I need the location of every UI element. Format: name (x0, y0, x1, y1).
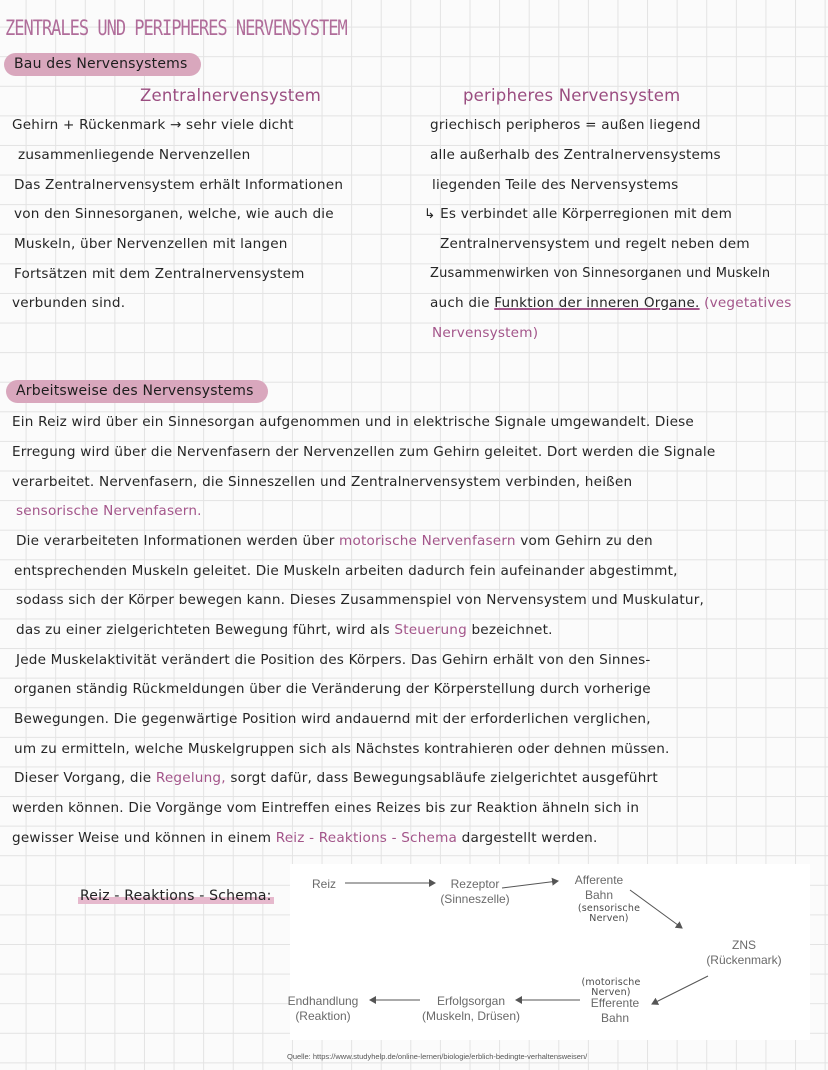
text-line: entsprechenden Muskeln geleitet. Die Muskeln arbeiten dadurch fein aufeinander abgestimmt, (14, 563, 678, 579)
afferent-note: (sensorische Nerven) (577, 903, 641, 924)
text-line: verarbeitet. Nervenfasern, die Sinneszellen und Zentralnervensystem verbinden, heißen (12, 474, 633, 490)
node-reiz: Reiz (312, 877, 337, 891)
schema-label: Reiz - Reaktions - Schema: (80, 888, 272, 904)
source-citation: Quelle: https://www.studyhelp.de/online-lernen/biologie/erblich-bedingte-verhaltensweisen/ (287, 1052, 588, 1061)
text-line (12, 830, 597, 846)
text-segment: Die verarbeiteten Informationen werden über (16, 533, 335, 549)
text-line: Zentralnervensystem und regelt neben dem (440, 236, 750, 252)
node-efferente-bahn: Efferente Bahn (590, 996, 640, 1025)
text-segment: Dieser Vorgang, die (14, 770, 152, 786)
page-title: ZENTRALES UND PERIPHERES NERVENSYSTEM (5, 16, 347, 41)
text-line: Gehirn + Rückenmark → sehr viele dicht (12, 117, 294, 133)
text-segment: bezeichnet. (471, 622, 553, 638)
peripheral-heading: peripheres Nervensystem (463, 86, 681, 105)
node-zns: ZNS (Rückenmark) (706, 938, 782, 967)
text-line (16, 533, 653, 549)
node-endhandlung: Endhandlung (Reaktion) (287, 994, 359, 1023)
highlight-term: sensorische Nervenfasern. (16, 503, 202, 519)
section-heading-bau: Bau des Nervensystems (4, 53, 201, 76)
text-line: liegenden Teile des Nervensystems (432, 177, 679, 193)
reiz-reaktions-diagram (287, 864, 810, 1040)
efferent-note: (motorische Nerven) (581, 977, 641, 998)
text-line: Ein Reiz wird über ein Sinnesorgan aufgenommen und in elektrische Signale umgewandelt. Diese (12, 414, 694, 430)
central-heading: Zentralnervensystem (140, 86, 322, 105)
text-line: Zusammenwirken von Sinnesorganen und Muskeln (430, 266, 771, 281)
text-line: von den Sinnesorganen, welche, wie auch die (14, 206, 334, 222)
text-line (16, 622, 553, 638)
text-line: Nervensystem) (432, 325, 539, 341)
text-segment: vom Gehirn zu den (520, 533, 653, 549)
text-line: werden können. Die Vorgänge vom Eintreffen eines Reizes bis zur Reaktion ähneln sich in (12, 800, 640, 816)
text-segment: das zu einer zielgerichteten Bewegung führt, wird als (16, 622, 390, 638)
text-line: Das Zentralnervensystem erhält Informationen (14, 177, 344, 193)
highlight-term: Steuerung (394, 622, 467, 638)
text-line: sodass sich der Körper bewegen kann. Dieses Zusammenspiel von Nervensystem und Muskulatur, (16, 592, 705, 608)
text-line: um zu ermitteln, welche Muskelgruppen sich als Nächstes kontrahieren oder dehnen müssen. (14, 741, 670, 757)
text-line (430, 295, 791, 311)
node-afferente-bahn: Afferente Bahn (574, 873, 624, 902)
highlight-term: Regelung, (155, 770, 226, 786)
highlight-term: motorische Nervenfasern (339, 533, 516, 549)
text-line: Jede Muskelaktivität verändert die Position des Körpers. Das Gehirn erhält von den Sinnes- (16, 652, 651, 668)
highlight-term: Funktion der inneren Organe. (494, 295, 700, 311)
text-line: Muskeln, über Nervenzellen mit langen (14, 236, 288, 252)
text-segment: gewisser Weise und können in einem (12, 830, 272, 846)
node-rezeptor: Rezeptor (Sinneszelle) (440, 877, 510, 906)
text-segment: sorgt dafür, dass Bewegungsabläufe zielgerichtet ausgeführt (230, 770, 658, 786)
node-erfolgsorgan: Erfolgsorgan (Muskeln, Drüsen) (421, 994, 521, 1023)
text-line: Fortsätzen mit dem Zentralnervensystem (14, 266, 305, 282)
text-line: Erregung wird über die Nervenfasern der Nervenzellen zum Gehirn geleitet. Dort werden die Signale (12, 444, 716, 460)
section-heading-arbeitsweise: Arbeitsweise des Nervensystems (6, 380, 268, 403)
text-line: griechisch peripheros = außen liegend (430, 117, 701, 133)
text-line: ↳ Es verbindet alle Körperregionen mit dem (424, 206, 733, 222)
highlight-term: (vegetatives (704, 295, 792, 311)
highlight-term: Reiz - Reaktions - Schema (275, 830, 458, 846)
text-line: zusammenliegende Nervenzellen (18, 147, 251, 163)
text-line: organen ständig Rückmeldungen über die Veränderung der Körperstellung durch vorherige (14, 681, 651, 697)
text-segment: dargestellt werden. (461, 830, 598, 846)
text-line: verbunden sind. (12, 295, 126, 311)
text-line (14, 770, 658, 786)
text-line: Bewegungen. Die gegenwärtige Position wird andauernd mit der erforderlichen verglichen, (14, 711, 651, 727)
text-segment: auch die (430, 295, 490, 311)
text-line: alle außerhalb des Zentralnervensystems (430, 147, 721, 163)
arrow-zns-efferent (652, 976, 708, 1004)
